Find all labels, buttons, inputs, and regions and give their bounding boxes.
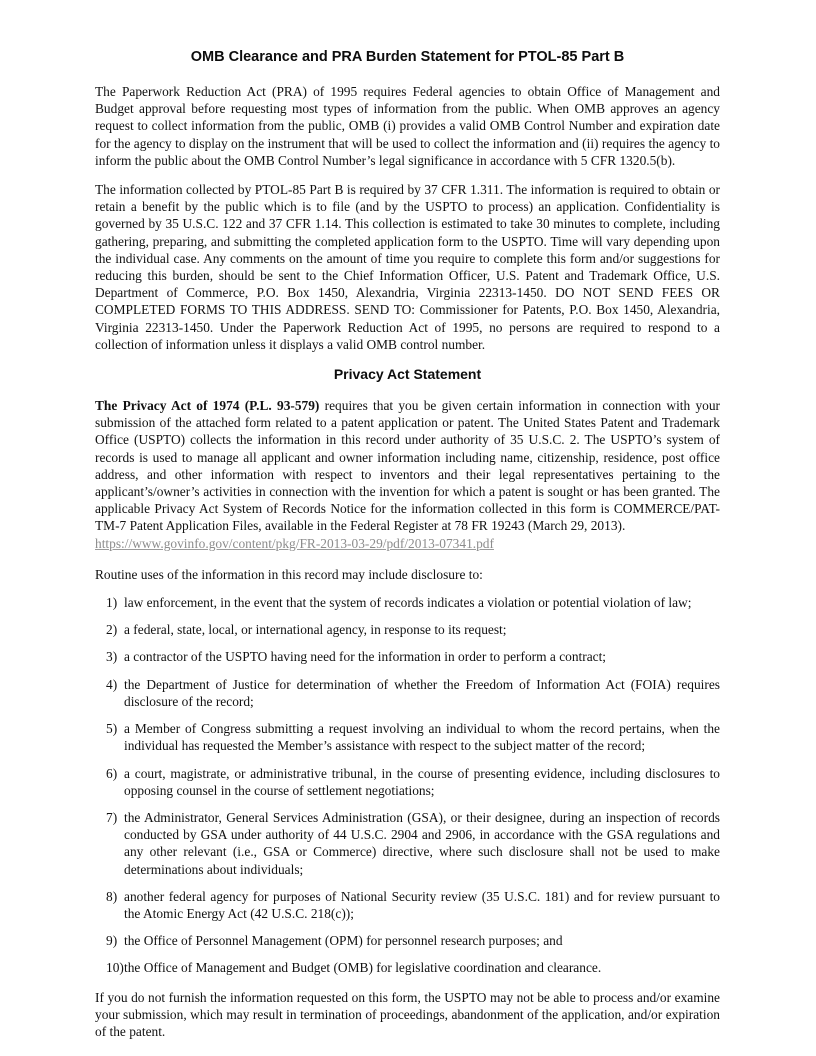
- routine-use-item: [106, 959, 720, 976]
- routine-uses-intro: Routine uses of the information in this record may include disclosure to:: [95, 566, 483, 582]
- routine-use-item-number: 5): [106, 721, 118, 737]
- privacy-act-heading: Privacy Act Statement: [333, 366, 482, 383]
- routine-use-item: [106, 621, 720, 638]
- routine-uses-list: [95, 594, 720, 976]
- routine-use-item-text: a court, magistrate, or administrative tribunal, in the course of presenting evidence, including disclosures to opposing counsel in the course of settlement negotiations;: [124, 765, 720, 798]
- federal-register-link-line: [95, 535, 720, 552]
- routine-use-item: [106, 594, 720, 611]
- routine-use-item-text: a federal, state, local, or international agency, in response to its request;: [124, 622, 507, 638]
- routine-use-item-number: 4): [106, 676, 118, 692]
- closing-paragraph: If you do not furnish the information requested on this form, the USPTO may not be able to process and/or examine your submission, which may result in termination of proceedings, abandonment of the application, and/or expiration of the patent.: [95, 989, 720, 1039]
- routine-use-item-number: 10): [106, 960, 124, 976]
- pra-burden-paragraph: The Paperwork Reduction Act (PRA) of 1995 requires Federal agencies to obtain Office of Management and Budget approval before requesting most types of information from the public. When OMB approves an agency request to collect information from the public, OMB (i) provides a valid OMB Control Number and expiration date for the agency to display on the instrument that will be used to collect the information and (ii) requires the agency to inform the public about the OMB Control Number’s legal significance in accordance with 5 CFR 1320.5(b).: [95, 84, 720, 168]
- routine-use-item: [106, 765, 720, 799]
- privacy-act-lead-bold: The Privacy Act of 1974 (P.L. 93-579): [95, 398, 320, 414]
- routine-use-item-number: 1): [106, 595, 118, 611]
- routine-use-item-text: the Office of Management and Budget (OMB) for legislative coordination and clearance.: [124, 960, 602, 976]
- routine-use-item-number: 7): [106, 809, 118, 825]
- routine-use-item-text: the Department of Justice for determination of whether the Freedom of Information Act (FOIA) requires disclosure of the record;: [124, 676, 720, 709]
- routine-use-item-text: another federal agency for purposes of National Security review (35 U.S.C. 181) and for review pursuant to the Atomic Energy Act (42 U.S.C. 218(c));: [124, 888, 720, 921]
- routine-use-item: [106, 932, 720, 949]
- routine-use-item-number: 6): [106, 765, 118, 781]
- routine-use-item-text: the Administrator, General Services Administration (GSA), or their designee, during an inspection of records conducted by GSA under authority of 44 U.S.C. 2904 and 2906, in accordance with the GSA regulations and any other relevant (i.e., GSA or Commerce) directive, where such disclosure shall not be used to make determinations about individuals;: [124, 809, 720, 877]
- routine-use-item: [106, 888, 720, 922]
- privacy-act-paragraph: [95, 397, 720, 535]
- routine-use-item-number: 2): [106, 622, 118, 638]
- routine-use-item-number: 8): [106, 888, 118, 904]
- document-title: OMB Clearance and PRA Burden Statement for PTOL-85 Part B: [190, 49, 625, 65]
- routine-use-item-number: 9): [106, 933, 118, 949]
- routine-use-item: [106, 648, 720, 665]
- routine-use-item-text: the Office of Personnel Management (OPM) for personnel research purposes; and: [124, 933, 563, 949]
- collection-info-paragraph: The information collected by PTOL-85 Part B is required by 37 CFR 1.311. The information is required to obtain or retain a benefit by the public which is to file (and by the USPTO to process) an application. Confidentiality is governed by 35 U.S.C. 122 and 37 CFR 1.14. This collection is estimated to take 30 minutes to complete, including gathering, preparing, and submitting the completed application form to the USPTO. Time will vary depending upon the individual case. Any comments on the amount of time you require to complete this form and/or suggestions for reducing this burden, should be sent to the Chief Information Officer, U.S. Patent and Trademark Office, U.S. Department of Commerce, P.O. Box 1450, Alexandria, Virginia 22313-1450. DO NOT SEND FEES OR COMPLETED FORMS TO THIS ADDRESS. SEND TO: Commissioner for Patents, P.O. Box 1450, Alexandria, Virginia 22313-1450. Under the Paperwork Reduction Act of 1995, no persons are required to respond to a collection of information unless it displays a valid OMB control number.: [95, 182, 720, 352]
- routine-use-item: [106, 720, 720, 754]
- routine-use-item-text: a Member of Congress submitting a request involving an individual to whom the record pertains, when the individual has requested the Member’s assistance with respect to the subject matter of the record;: [124, 721, 720, 754]
- routine-use-item-number: 3): [106, 649, 118, 665]
- privacy-act-body-text: requires that you be given certain information in connection with your submission of the attached form related to a patent application or patent. The United States Patent and Trademark Office (USPTO) collects the information in this record under authority of 35 U.S.C. 2. The USPTO’s system of records is used to manage all applicant and owner information including name, citizenship, residence, post office address, and other information with respect to inventors and their legal representatives pertaining to the applicant’s/owner’s activities in connection with the invention for which a patent is sought or has been granted. The applicable Privacy Act System of Records Notice for the information collected in this form is COMMERCE/PAT-TM-7 Patent Application Files, available in the Federal Register at 78 FR 19243 (March 29, 2013).: [95, 398, 720, 534]
- routine-use-item: [106, 809, 720, 878]
- routine-use-item-text: law enforcement, in the event that the system of records indicates a violation or potential violation of law;: [124, 595, 692, 611]
- routine-use-item: [106, 676, 720, 710]
- federal-register-link[interactable]: https://www.govinfo.gov/content/pkg/FR-2013-03-29/pdf/2013-07341.pdf: [95, 535, 494, 551]
- routine-use-item-text: a contractor of the USPTO having need for the information in order to perform a contract;: [124, 649, 607, 665]
